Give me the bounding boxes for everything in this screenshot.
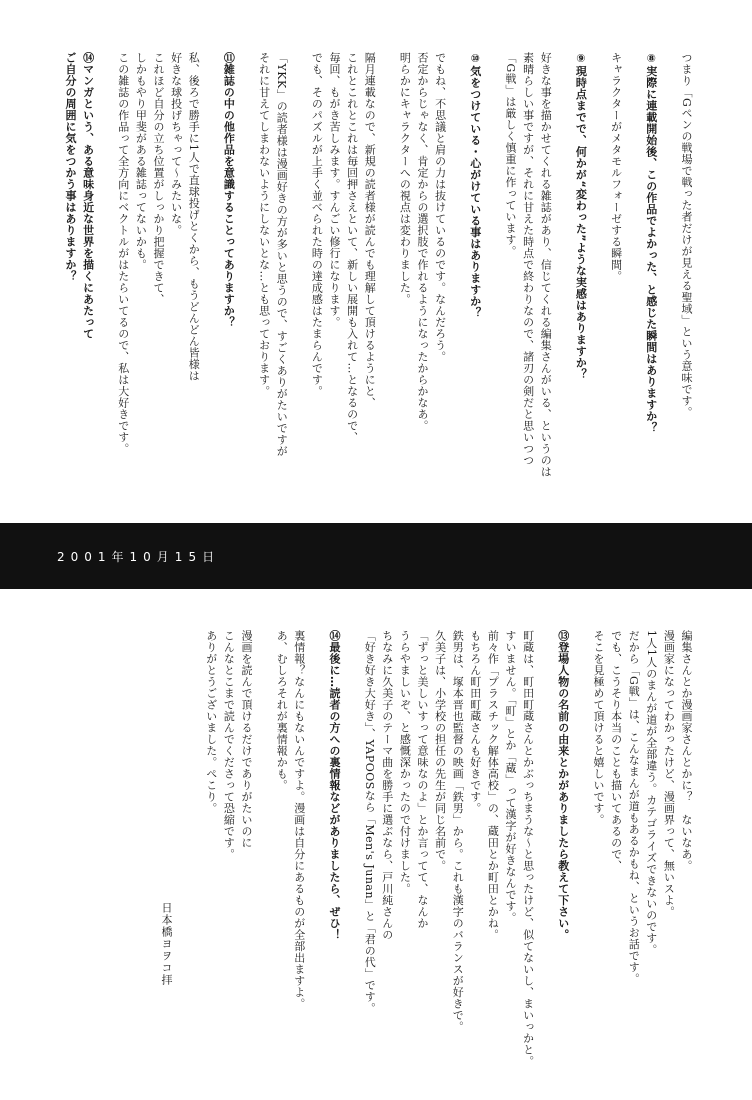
question-line: ⑪雑誌の中の他作品を意識することってありますか？ xyxy=(222,52,236,328)
text-line: ちなみに久美子のテーマ曲を勝手に選ぶなら、戸川純さんの xyxy=(380,630,394,941)
text-line: もちろん町田町蔵さんも好きです。 xyxy=(468,630,482,814)
text-line: この雑誌の作品って全方向にベクトルがはたらいてるので、私は大好きです。 xyxy=(116,52,130,455)
text-line: でも、そのパズルが上手く並べられた時の達成感はたまらんです。 xyxy=(310,52,324,397)
text-line: 漫画家になってわかったけど、漫画界って、無いスよ。 xyxy=(662,630,676,918)
text-line: 明らかにキャラクターへの視点は変わりました。 xyxy=(398,52,412,305)
text-line: 「好き好き大好き」、YAPOOSなら「Men's Junan」と「君の代」です。 xyxy=(363,630,377,1015)
text-line: こんなとこまで読んでくださって恐縮です。 xyxy=(222,630,236,860)
text-line: だから「G戦」は、こんなまんが道もあるかもね、というお話です。 xyxy=(627,630,641,985)
text-line: これとこれとこれは毎回押さえといて、新しい展開も入れて…となるので、 xyxy=(345,52,359,443)
text-line: 「YKK」の読者様は漫画好きの方が多いと思うので、すごくありがたいですが xyxy=(275,52,289,457)
author-signature: 日本橋ヨヲコ拝 xyxy=(160,902,173,986)
text-line: あ、むしろそれが裏情報かも。 xyxy=(275,630,289,791)
text-line: 漫画を読んで頂けるだけでありがたいのに xyxy=(240,630,253,849)
text-line: しかもやり甲斐がある雑誌ってないかも。 xyxy=(134,52,148,271)
question-line: ⑧実際に連載開始後、この作品でよかった、と感じた瞬間はありますか？ xyxy=(644,52,658,434)
text-line: 好きな球投げちゃって〜みたいな。 xyxy=(169,52,183,236)
text-line: 前々作「プラスチック解体高校」の、蔵田とか町田とかね。 xyxy=(486,630,500,941)
text-line: キャラクターがメタモルフォーゼする瞬間。 xyxy=(609,52,623,282)
question-line: ⑬登場人物の名前の由来とかがありましたら教えて下さい。 xyxy=(556,630,570,941)
text-line: ありがとうございました。ぺこり。 xyxy=(204,630,218,814)
text-line: 隔月連載なので、新規の読者様が読んでも理解して頂けるようにと、 xyxy=(363,52,377,409)
text-line: 素晴らしい事ですが、それに甘えた時点で終わりなので、諸刃の剣だと思いつつ xyxy=(521,52,535,466)
text-line: 町蔵は、町田町蔵さんとかぶっちまうな〜と思ったけど、似てないし、まいっかと。 xyxy=(521,630,535,1067)
text-line: 「G戦」は厳しく慎重に作っています。 xyxy=(504,52,517,257)
text-line: 「ずっと美しいすって意味なのよ」とか言ってて、なんか xyxy=(416,630,429,929)
text-line: それに甘えてしまわないようにしないとな…とも思っております。 xyxy=(257,52,271,397)
text-line: そこを見極めて頂けると嬉しいです。 xyxy=(592,630,605,826)
date-label: 2001年10月15日 xyxy=(57,550,221,564)
text-line: 否定からじゃなく、肯定からの選択肢で作れるようになったからかなあ。 xyxy=(416,52,429,432)
text-line: 鉄男は、塚本晋也監督の映画「鉄男」から。これも漢字のバランスが好きで。 xyxy=(451,630,465,1033)
question-line: ⑩気をつけている・心がけている事はありますか？ xyxy=(468,52,482,319)
text-line: 好きな事を描かせてくれる雑誌があり、信じてくれる編集さんがいる、というのは xyxy=(539,52,553,478)
text-line: すいません。「町」とか「蔵」って漢字が好きなんです。 xyxy=(504,630,517,924)
question-line: ⑭マンガという、ある意味身近な世界を描くにあたって xyxy=(81,52,95,340)
text-line: 久美子は、小学校の担任の先生が同じ名前で。 xyxy=(433,630,447,872)
text-line: 編集さんとか漫画家さんとかに？ ないなあ。 xyxy=(680,630,693,872)
text-line: でも、こうそり本当のことも描いてあるので、 xyxy=(609,630,623,872)
text-line: うらやましいぞ、と感慨深かったので付けました。 xyxy=(398,630,412,895)
text-line: つまり「Gペンの戦場で戦った者だけが見える聖域」という意味です。 xyxy=(680,52,693,418)
text-line: 裏情報？なんにもないんですよ。漫画は自分にあるものが全部出ますよ。 xyxy=(292,630,306,1010)
text-line: これほど自分の立ち位置がしっかり把握できて、 xyxy=(152,52,165,305)
question-line: ⑭最後に…読者の方への裏情報などがありましたら、ぜひ！ xyxy=(328,630,341,941)
text-line: 私、後ろで勝手に1人で直球投げとくから、もうどんどん皆様は xyxy=(187,52,201,382)
text-line: でもね、不思議と肩の力は抜けているのです。なんだろう。 xyxy=(433,52,447,363)
question-line: ご自分の周囲に気をつかう事はありますか？ xyxy=(64,52,77,282)
question-line: ⑨現時点までで、何かが“変わった”ような実感はありますか？ xyxy=(574,52,588,380)
text-line: 1人1人のまんが道が全部違う。カテゴライズできないのです。 xyxy=(644,630,658,956)
text-line: 毎回、もがき苦しみます。すんごい修行になります。 xyxy=(328,52,341,328)
